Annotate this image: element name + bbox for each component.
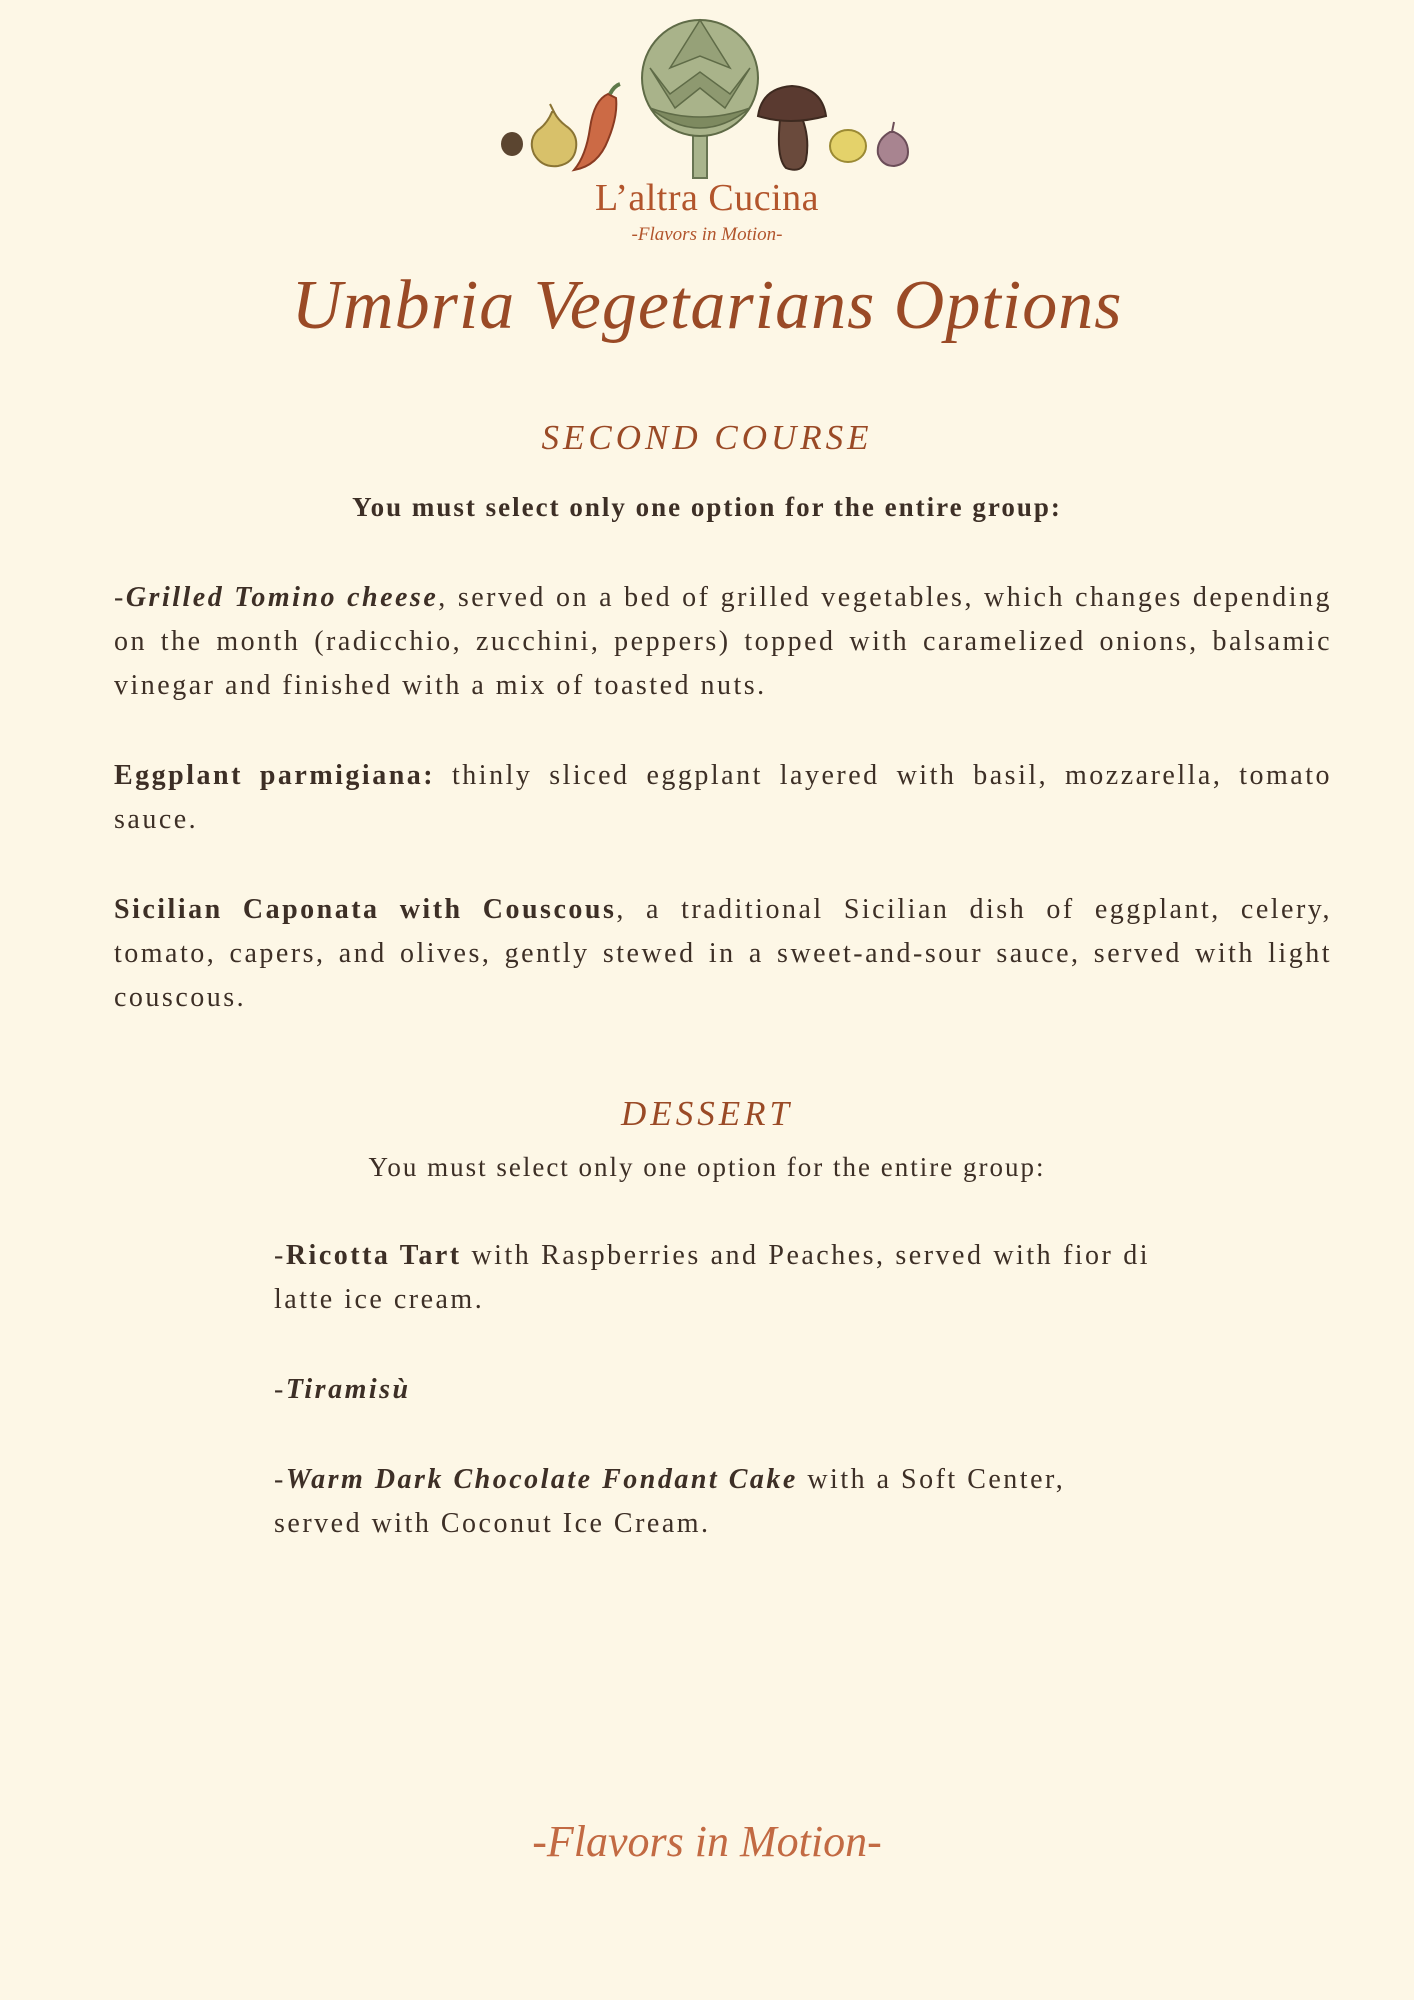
menu-item: -Tiramisù [274,1374,411,1405]
chili-pepper-icon [574,84,620,170]
vegetable-logo-illustration [490,8,910,180]
menu-item: -Ricotta Tart with Raspberries and Peaches, served with fior di latte ice cream. [274,1240,1150,1315]
dish-name: Ricotta Tart [285,1240,462,1271]
second-course-instruction: You must select only one option for the entire group: [352,492,1062,522]
lemon-icon [830,130,866,162]
brand-tagline: -Flavors in Motion- [631,224,783,245]
dish-name: Sicilian Caponata with Couscous [114,894,617,925]
dish-description: with Raspberries and Peaches, served with fior di latte ice cream. [274,1240,1150,1315]
dish-description: , served on a bed of grilled vegetables, which changes depending on the month (radicchio, zucchini, peppers) topped with caramelized onions, balsamic vinegar and finished with a mix of toasted nuts. [114,582,1332,701]
dessert-heading: DESSERT [621,1094,793,1133]
dish-name: Eggplant parmigiana: [114,760,436,791]
dish-description: with a Soft Center, served with Coconut Ice Cream. [274,1464,1066,1539]
dessert-instruction: You must select only one option for the entire group: [368,1152,1046,1182]
menu-item: -Warm Dark Chocolate Fondant Cake with a Soft Center, served with Coconut Ice Cream. [274,1464,1066,1539]
dish-description: thinly sliced eggplant layered with basil, mozzarella, tomato sauce. [114,760,1332,835]
dish-name: Tiramisù [285,1374,411,1405]
brand-name: L’altra Cucina [594,177,819,219]
footer-tagline: -Flavors in Motion- [532,1817,882,1866]
garlic-icon [878,122,908,166]
olive-icon [501,132,523,156]
artichoke-icon [642,20,758,178]
menu-item: -Grilled Tomino cheese, served on a bed of grilled vegetables, which changes depending on the month (radicchio, zucchini, peppers) topped with caramelized onions, balsamic vinegar and finished with a mix of toasted nuts. [114,582,1332,701]
dish-name: Grilled Tomino cheese [125,582,439,613]
dish-description: , a traditional Sicilian dish of eggplant, celery, tomato, capers, and olives, gently stewed in a sweet-and-sour sauce, served with light couscous. [114,894,1332,1013]
second-course-heading: SECOND COURSE [541,418,873,457]
dish-name: Warm Dark Chocolate Fondant Cake [285,1464,798,1495]
menu-item [114,754,1332,842]
onion-icon [532,104,577,166]
menu-title: Umbria Vegetarians Options [291,267,1123,344]
mushroom-icon [758,86,826,170]
menu-item [114,888,1332,1020]
